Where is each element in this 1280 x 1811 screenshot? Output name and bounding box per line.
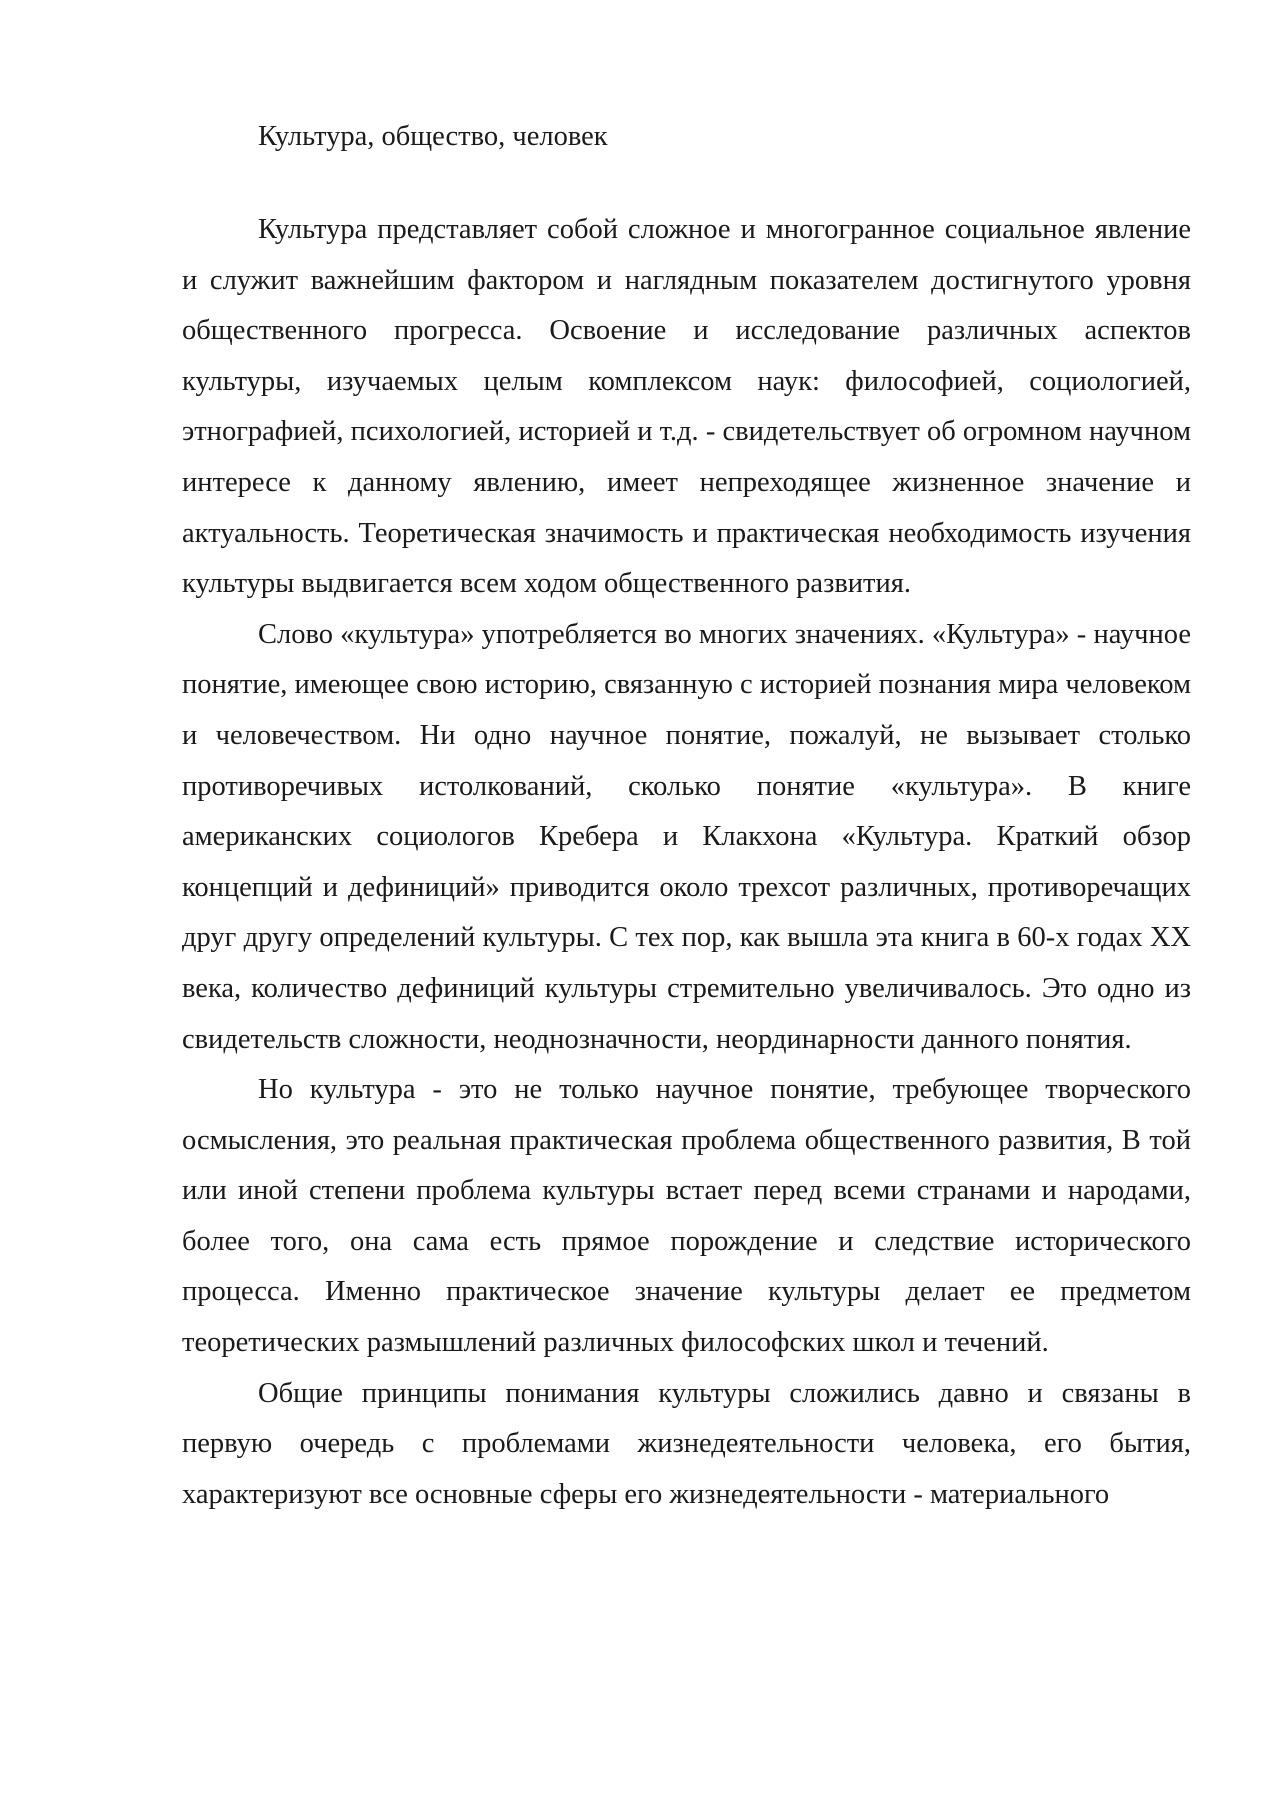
title-spacer [182, 162, 1191, 205]
document-body [182, 112, 1191, 1520]
paragraph-4: Общие принципы понимания культуры сложились давно и связаны в первую очередь с проблемами жизнедеятельности человека, его бытия, характеризуют все основные сферы его жизнедеятельности - материального [182, 1377, 1191, 1510]
paragraph-1: Культура представляет собой сложное и многогранное социальное явление и служит важнейшим фактором и наглядным показателем достигнутого уровня общественного прогресса. Освоение и исследование различных аспектов культуры, изучаемых целым комплексом наук: философией, социологией, этнографией, психологией, историей и т.д. - свидетельствует об огромном научном интересе к данному явлению, имеет непреходящее жизненное значение и актуальность. Теоретическая значимость и практическая необходимость изучения культуры выдвигается всем ходом общественного развития. [182, 214, 1191, 600]
document-title: Культура, общество, человек [258, 121, 608, 152]
paragraph-2: Слово «культура» употребляется во многих значениях. «Культура» - научное понятие, имеющее свою историю, связанную с историей познания мира человеком и человечеством. Ни одно научное понятие, пожалуй, не вызывает столько противоречивых истолкований, сколько понятие «культура». В книге американских социологов Кребера и Клакхона «Культура. Краткий обзор концепций и дефиниций» приводится около трехсот различных, противоречащих друг другу определений культуры. С тех пор, как вышла эта книга в 60-х годах XX века, количество дефиниций культуры стремительно увеличивалось. Это одно из свидетельств сложности, неоднозначности, неординарности данного понятия. [182, 618, 1191, 1055]
paragraph-3: Но культура - это не только научное понятие, требующее творческого осмысления, это реальная практическая проблема общественного развития, В той или иной степени проблема культуры встает перед всеми странами и народами, более того, она сама есть прямое порождение и следствие исторического процесса. Именно практическое значение культуры делает ее предметом теоретических размышлений различных философских школ и течений. [182, 1074, 1191, 1359]
